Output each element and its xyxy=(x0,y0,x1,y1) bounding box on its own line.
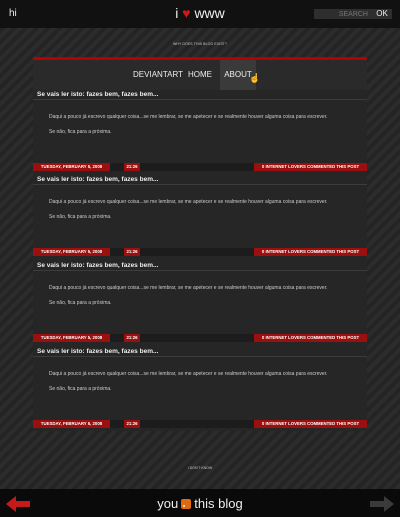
post-time[interactable]: 21:26 xyxy=(124,248,140,256)
post-title[interactable]: Se vais ler isto: fazes bem, fazes bem... xyxy=(37,348,159,355)
divider xyxy=(33,99,367,100)
hi-label: hi xyxy=(9,8,17,19)
this-blog-label: this blog xyxy=(194,496,243,511)
post-body-line: Daqui a pouco já escrevo qualquer coisa...se me lembrar, se me apetecer e se realmente houver alguma coisa para escrever. xyxy=(49,199,328,205)
post-date: TUESDAY, FEBRUARY 5, 2008 xyxy=(33,420,110,428)
blog-tagline: WHY DOES THIS BLOG EXIST? xyxy=(172,42,228,46)
post-comments-link[interactable]: 0 INTERNET LOVERS COMMENTED THIS POST xyxy=(254,334,367,342)
post-time[interactable]: 21:26 xyxy=(124,334,140,342)
post-footer xyxy=(33,420,367,428)
nav-item-home[interactable]: HOME xyxy=(188,70,212,79)
heart-icon: ♥ xyxy=(182,5,191,21)
arrow-right-icon[interactable] xyxy=(370,496,394,512)
divider xyxy=(33,356,367,357)
post-footer xyxy=(33,163,367,171)
post-title[interactable]: Se vais ler isto: fazes bem, fazes bem... xyxy=(37,91,159,98)
post-body-line: Daqui a pouco já escrevo qualquer coisa...se me lembrar, se me apetecer e se realmente houver alguma coisa para escrever. xyxy=(49,114,328,120)
post-body-line: Daqui a pouco já escrevo qualquer coisa...se me lembrar, se me apetecer e se realmente houver alguma coisa para escrever. xyxy=(49,285,328,291)
divider xyxy=(33,270,367,271)
post-comments-link[interactable]: 0 INTERNET LOVERS COMMENTED THIS POST xyxy=(254,420,367,428)
divider xyxy=(33,184,367,185)
post-time[interactable]: 21:26 xyxy=(124,420,140,428)
post-footer xyxy=(33,248,367,256)
rss-icon[interactable] xyxy=(181,499,191,509)
post-comments-link[interactable]: 0 INTERNET LOVERS COMMENTED THIS POST xyxy=(254,163,367,171)
hand-cursor-icon: ☝ xyxy=(249,73,261,83)
post-comments-link[interactable]: 0 INTERNET LOVERS COMMENTED THIS POST xyxy=(254,248,367,256)
nav-item-about[interactable]: ABOUT xyxy=(220,60,256,90)
logo-www: www xyxy=(194,5,225,21)
logo-i: i xyxy=(175,5,179,21)
nav-bar xyxy=(33,60,367,90)
post-title[interactable]: Se vais ler isto: fazes bem, fazes bem... xyxy=(37,176,159,183)
subscribe-line[interactable] xyxy=(0,496,400,511)
post-date: TUESDAY, FEBRUARY 5, 2008 xyxy=(33,334,110,342)
footer-text: I DON'T KNOW xyxy=(187,466,213,470)
post-title[interactable]: Se vais ler isto: fazes bem, fazes bem... xyxy=(37,262,159,269)
post-date: TUESDAY, FEBRUARY 5, 2008 xyxy=(33,248,110,256)
post-body-line: Se não, fica para a próxima. xyxy=(49,386,112,392)
post-body-line: Se não, fica para a próxima. xyxy=(49,129,112,135)
search-input[interactable] xyxy=(314,9,372,19)
post-date: TUESDAY, FEBRUARY 5, 2008 xyxy=(33,163,110,171)
nav-item-deviantart[interactable]: DEVIANTART xyxy=(133,70,183,79)
search-ok-button[interactable]: OK xyxy=(372,9,392,19)
post-footer xyxy=(33,334,367,342)
you-label: you xyxy=(157,496,179,511)
post-time[interactable]: 21:26 xyxy=(124,163,140,171)
post-body-line: Se não, fica para a próxima. xyxy=(49,214,112,220)
post-body-line: Daqui a pouco já escrevo qualquer coisa...se me lembrar, se me apetecer e se realmente houver alguma coisa para escrever. xyxy=(49,371,328,377)
post-body-line: Se não, fica para a próxima. xyxy=(49,300,112,306)
